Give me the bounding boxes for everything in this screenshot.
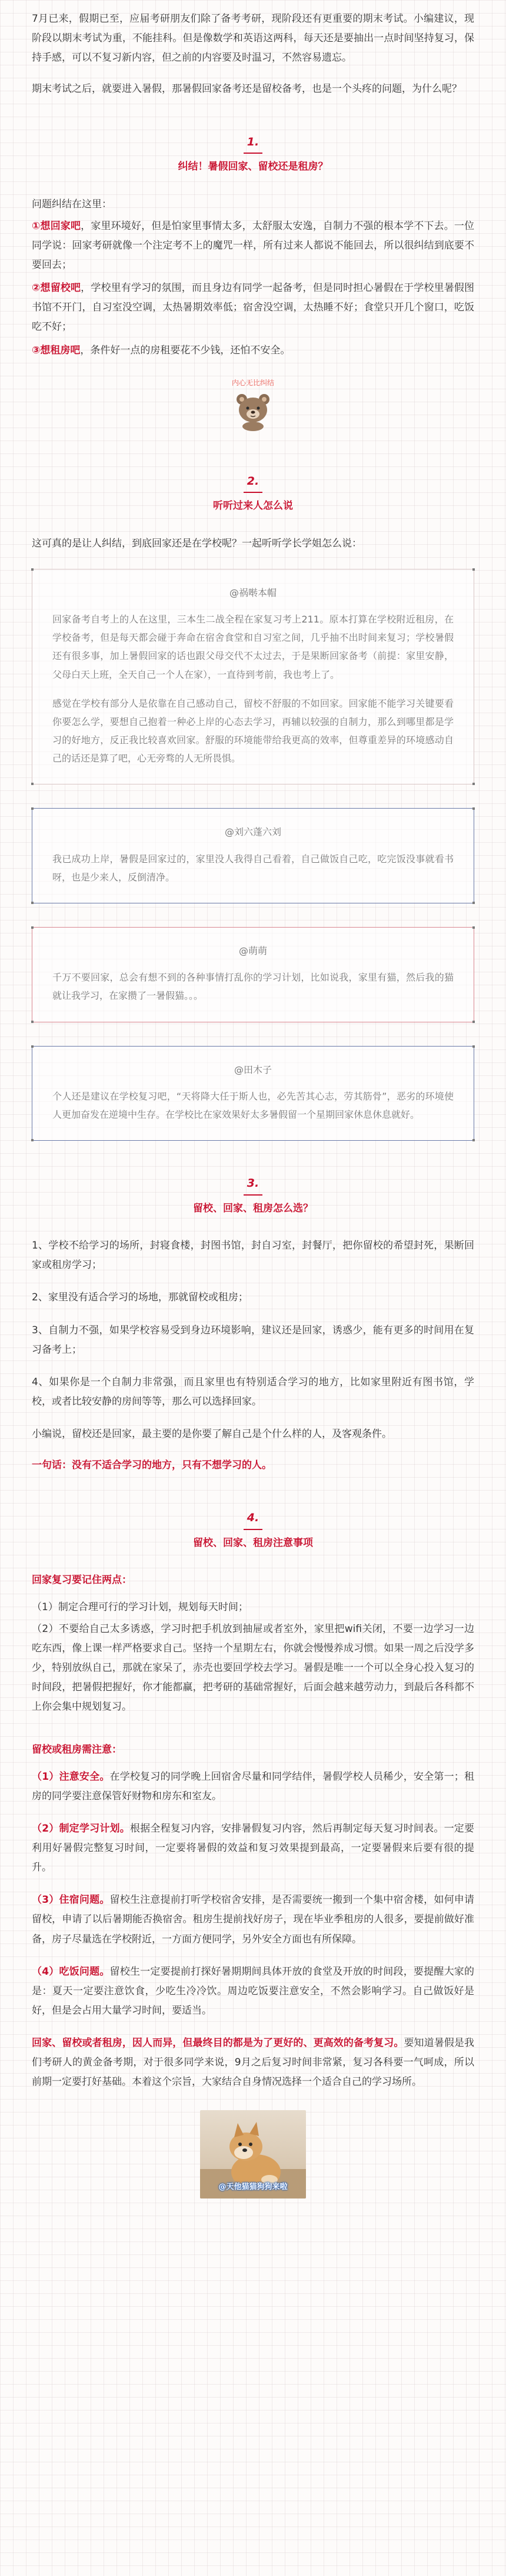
- section-number: 4.: [247, 1511, 259, 1525]
- section-4-header: [32, 1509, 474, 1551]
- quote-card: [32, 927, 474, 1022]
- list-item: 1、学校不给学习的场所，封寝食楼，封图书馆，封自习室，封餐厅，把你留校的希望封死，果断回家或租房学习；: [32, 1240, 474, 1272]
- quote-text: 千万不要回家，总会有想不到的各种事情打乱你的学习计划，比如说我，家里有猫，然后我的猫就让我学习，在家攒了一暑假猫。。。: [52, 972, 454, 1002]
- list-item: （2）不要给自己太多诱惑，学习时把手机放到抽屉或者室外，家里把wifi关闭，不要一边学习一边吃东西，像上课一样严格要求自己。坚持一个星期左右，你就会慢慢养成习惯。如果一周之后没学多少，特别放纵自己，那就在家呆了，赤壳也要回学校去学习。暑假是唯一一个可以全身心投入复习的时间段，把暑假把握好，你才能都赢，把考研的基础常握好，后面会越来越劳动力，到最后各科都不上你会集中规划复习。: [32, 1623, 474, 1713]
- bear-sticker-icon: [234, 390, 272, 431]
- list-item: （1）制定合理可行的学习计划，规划每天时间；: [32, 1601, 248, 1613]
- quote-author: @田木子: [234, 1064, 272, 1075]
- sticker: [32, 378, 474, 439]
- quote-text: 回家备考自考上的人在这里，三本生二战全程在家复习考上211。原本打算在学校附近租房，在学校备考，但是每天都会碰于奔命在宿舍食堂和自习室之间，几乎抽不出时间来复习；学校暑假还有很多事，加上暑假回家的话也跟父母交代不太过去，于是果断回家备考（前提：家里安静，父母白天上班，全天自己一个人在家），一直待到考前，我也考上了。: [52, 613, 454, 680]
- section-number: 3.: [247, 1177, 259, 1190]
- option-school: [32, 279, 474, 337]
- sticker-caption: 内心无比纠结: [231, 378, 274, 387]
- quote-card: [32, 808, 474, 903]
- dog-photo: [32, 2110, 474, 2206]
- tip-text: 根据全程复习内容，安排暑假复习内容，然后再制定每天复习时间表。一定要利用好暑假完整复习时间，一定要将暑假的效益和复习效果提到最高，一定要暑假来后要有很的提升。: [32, 1822, 474, 1874]
- option-home: [32, 217, 474, 275]
- section-divider: [244, 1194, 262, 1196]
- option-text: ，条件好一点的房租要花不少钱，还怕不安全。: [80, 344, 291, 356]
- section-3-header: [32, 1175, 474, 1216]
- quote-card: [32, 569, 474, 785]
- section-title: 留校、回家、租房注意事项: [193, 1537, 313, 1549]
- option-label: ①想回家吧: [32, 220, 81, 232]
- section-2-lead: 这可真的是让人纠结，到底回家还是在学校呢？一起听听学长学姐怎么说：: [32, 537, 362, 549]
- list-item: 2、家里没有适合学习的场地，那就留校或租房；: [32, 1292, 248, 1304]
- section-divider: [244, 153, 262, 154]
- section-3-conclusion: 一句话：没有不适合学习的地方，只有不想学习的人。: [32, 1459, 272, 1472]
- stay-tips-heading: 留校或租房需注意：: [32, 1744, 122, 1756]
- quote-author: @萌萌: [238, 945, 267, 957]
- closing-highlight: 回家、留校或者租房，因人而异，但最终目的都是为了更好的、更高效的备考复习。: [32, 2037, 404, 2049]
- intro-paragraph-1: 7月已来，假期已至，应届考研朋友们除了备考考研，现阶段还有更重要的期末考试。小编建议，现阶段以期末考试为重，不能挂科。但是像数学和英语这两科，每天还是要抽出一点时间坚持复习，保持手感，可以不复习新内容，但之前的内容要及时温习，不然容易遗忘。: [32, 13, 474, 64]
- list-item: [32, 1819, 474, 1878]
- section-1-header: [32, 134, 474, 175]
- section-title: 听听过来人怎么说: [213, 500, 293, 512]
- closing-paragraph: [32, 2034, 474, 2092]
- section-number: 1.: [247, 135, 259, 148]
- tip-label: （4）吃饭问题。: [32, 1965, 110, 1978]
- list-item: 4、如果你是一个自制力非常强，而且家里也有特别适合学习的地方，比如家里附近有图书馆，学校，或者比较安静的房间等等，那么可以选择回家。: [32, 1376, 474, 1408]
- section-number: 2.: [247, 474, 259, 488]
- tip-label: （3）住宿问题。: [32, 1894, 110, 1906]
- list-item: 3、自制力不强，如果学校容易受到身边环境影响，建议还是回家，诱惑少，能有更多的时间用在复习备考上；: [32, 1324, 474, 1356]
- option-text: ，学校里有学习的氛围，而且身边有同学一起备考，但是同时担心暑假在于学校里暑假图书馆不开门，自习室没空调，太热暑期效率低；宿舍没空调，太热睡不好；食堂只开几个窗口，吃饭吃不好；: [32, 282, 474, 333]
- tip-text: 在学校复习的同学晚上回宿舍尽量和同学结伴，暑假学校人员稀少，安全第一；租房的同学要注意保管好财物和房东和室友。: [32, 1770, 474, 1802]
- dog-photo-image: [200, 2110, 306, 2198]
- option-rent: [32, 341, 474, 360]
- tip-label: （2）制定学习计划。: [32, 1822, 130, 1835]
- list-item: [32, 1767, 474, 1806]
- quote-author: @刘六蓬六刘: [224, 826, 281, 838]
- quote-text: 个人还是建议在学校复习吧，“天将降大任于斯人也，必先苦其心志，劳其筋骨”，恶劣的环境使人更加奋发在逆境中生存。在学校比在家效果好太多暑假留一个星期回家休息休息就好。: [52, 1090, 454, 1120]
- quote-text: 我已成功上岸，暑假是回家过的，家里没人我得自己看着，自己做饭自己吃，吃完饭没事就看书呀，也是少来人，反倒清净。: [52, 853, 454, 883]
- option-label: ②想留校吧: [32, 282, 81, 294]
- section-3-summary: 小编说，留校还是回家，最主要的是你要了解自己是个什么样的人，及客观条件。: [32, 1428, 392, 1441]
- option-text: ，家里环境好，但是怕家里事情太多，太舒服太安逸，自制力不强的根本学不下去。一位同学说：回家考研就像一个注定考不上的魔咒一样，所有过来人都说不能回去，所以很纠结到底要不要回去；: [32, 220, 474, 271]
- home-tips-heading: 回家复习要记住两点：: [32, 1574, 132, 1587]
- section-title: 留校、回家、租房怎么选？: [193, 1202, 313, 1214]
- section-1-lead: 问题纠结在这里：: [32, 198, 112, 210]
- quote-author: @祸啭本帽: [229, 587, 277, 598]
- list-item: [32, 1962, 474, 2021]
- photo-caption: @天他猫猫狗狗来啦: [218, 2183, 288, 2192]
- quote-card: [32, 1046, 474, 1141]
- intro-paragraph-2: 期末考试之后，就要进入暑假，那暑假回家备考还是留校备考，也是一个头疼的问题，为什么呢？: [32, 83, 462, 95]
- tip-text: 留校生注意提前打听学校宿舍安排，是否需要统一搬到一个集中宿舍楼，如何申请留校，申请了以后暑期能否换宿舍。租房生提前找好房子，现在毕业季租房的人很多，要提前做好准备，房子尽量选在学校附近，一方面方便同学，另外安全方面也有所保障。: [32, 1894, 474, 1945]
- section-divider: [244, 1529, 262, 1530]
- tip-label: （1）注意安全。: [32, 1770, 110, 1783]
- quote-text: 感觉在学校有部分人是依靠在自己感动自己，留校不舒服的不如回家。回家能不能学习关键要看你要怎么学，要想自己抱着一种必上岸的心态去学习，再辅以较强的自制力，那么到哪里都是学习的好地方，反正我比较喜欢回家。舒服的环境能带给我更高的效率，但尊重差异的环境感动自己的话还是算了吧，心无旁骛的人无所畏惧。: [52, 697, 454, 764]
- section-divider: [244, 492, 262, 493]
- section-2-header: [32, 473, 474, 514]
- list-item: [32, 1890, 474, 1949]
- closing-text: 要知道暑假是我们考研人的黄金备考期，对于很多同学来说，9月之后复习时间非常紧，复习各科要一气呵成，所以前期一定要打好基础。本着这个宗旨，大家结合自身情况选择一个适合自己的学习场所。: [32, 2037, 475, 2088]
- tip-text: 留校生一定要提前打探好暑期期间具体开放的食堂及开放的时间段，要提醒大家的是：夏天一定要注意饮食，少吃生冷冷饮。周边吃饭要注意安全，不然会影响学习。自己做饭好是好，但是会占用大量学习时间，要适当。: [32, 1965, 474, 2017]
- section-title: 纠结！暑假回家、留校还是租房？: [178, 161, 328, 173]
- option-label: ③想租房吧: [32, 344, 81, 356]
